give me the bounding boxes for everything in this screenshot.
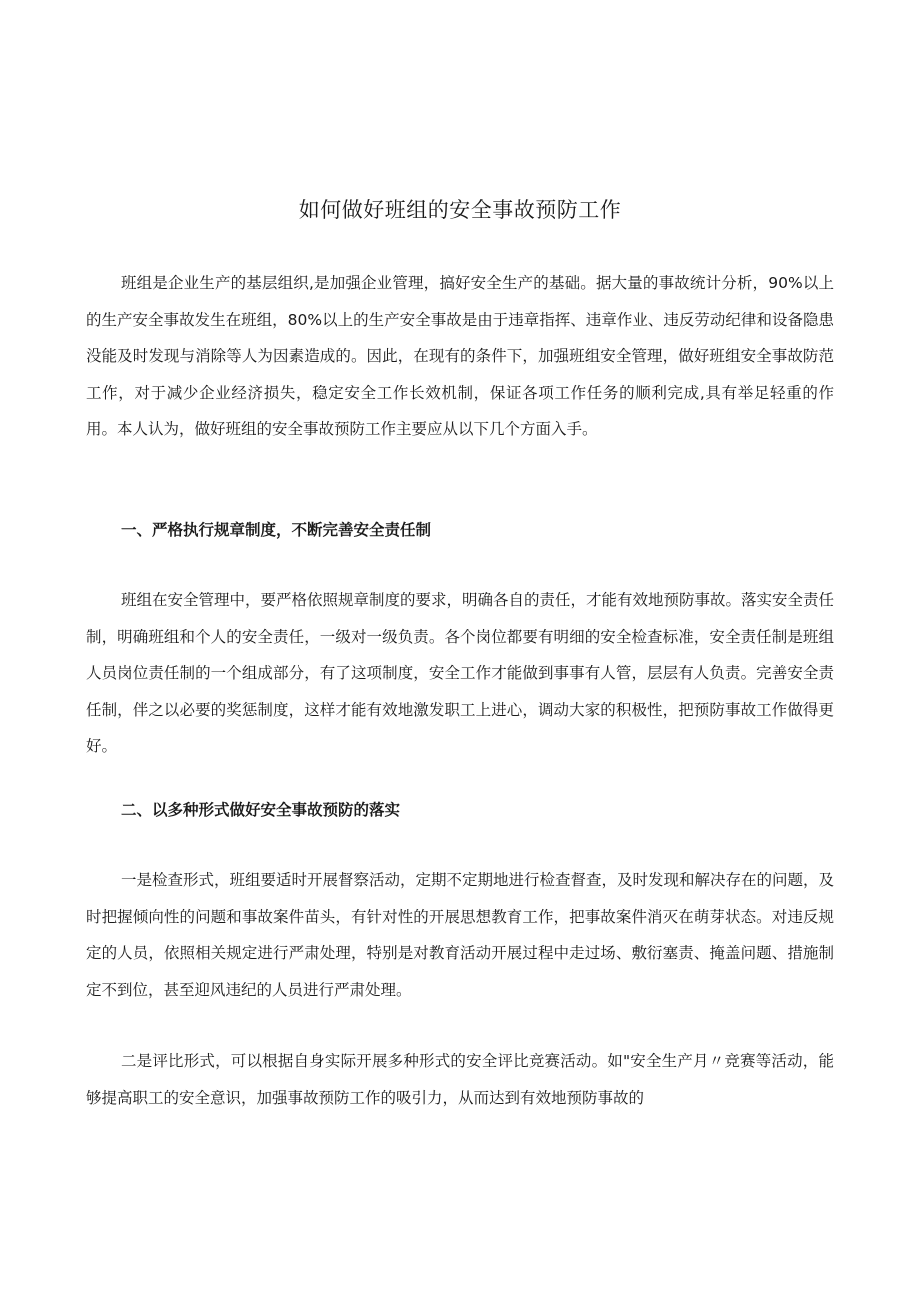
intro-paragraph: 班组是企业生产的基层组织,是加强企业管理，搞好安全生产的基础。据大量的事故统计分析，90%以上的生产安全事故发生在班组，80%以上的生产安全事故是由于违章指挥、违章作业、违反劳动纪律和设备隐患没能及时发现与消除等人为因素造成的。因此，在现有的条件下，加强班组安全管理，做好班组安全事故防范工作，对于减少企业经济损失，稳定安全工作长效机制，保证各项工作任务的顺利完成,具有举足轻重的作用。本人认为，做好班组的安全事故预防工作主要应从以下几个方面入手。 bbox=[86, 274, 834, 438]
inspection-paragraph: 一是检查形式，班组要适时开展督察活动，定期不定期地进行检查督查，及时发现和解决存在的问题，及时把握倾向性的问题和事故案件苗头，有针对性的开展思想教育工作，把事故案件消灭在萌芽状态。对违反规定的人员，依照相关规定进行严肃处理，特别是对教育活动开展过程中走过场、敷衍塞责、掩盖问题、措施制定不到位，甚至迎风违纪的人员进行严肃处理。 bbox=[86, 871, 835, 999]
section-heading-2: 二、以多种形式做好安全事故预防的落实 bbox=[121, 801, 401, 819]
section-1-paragraph: 班组在安全管理中，要严格依照规章制度的要求，明确各自的责任，才能有效地预防事故。落实安全责任制，明确班组和个人的安全责任，一级对一级负责。各个岗位都要有明细的安全检查标准，安全责任制是班组人员岗位责任制的一个组成部分，有了这项制度，安全工作才能做到事事有人管，层层有人负责。完善安全责任制，伴之以必要的奖惩制度，这样才能有效地激发职工上进心，调动大家的积极性，把预防事故工作做得更好。 bbox=[86, 591, 835, 755]
document-title: 如何做好班组的安全事故预防工作 bbox=[298, 198, 622, 222]
evaluation-paragraph: 二是评比形式，可以根据自身实际开展多种形式的安全评比竞赛活动。如"安全生产月〃竞赛等活动，能够提高职工的安全意识，加强事故预防工作的吸引力，从而达到有效地预防事故的 bbox=[86, 1052, 834, 1107]
section-heading-1: 一、严格执行规章制度，不断完善安全责任制 bbox=[121, 521, 432, 539]
